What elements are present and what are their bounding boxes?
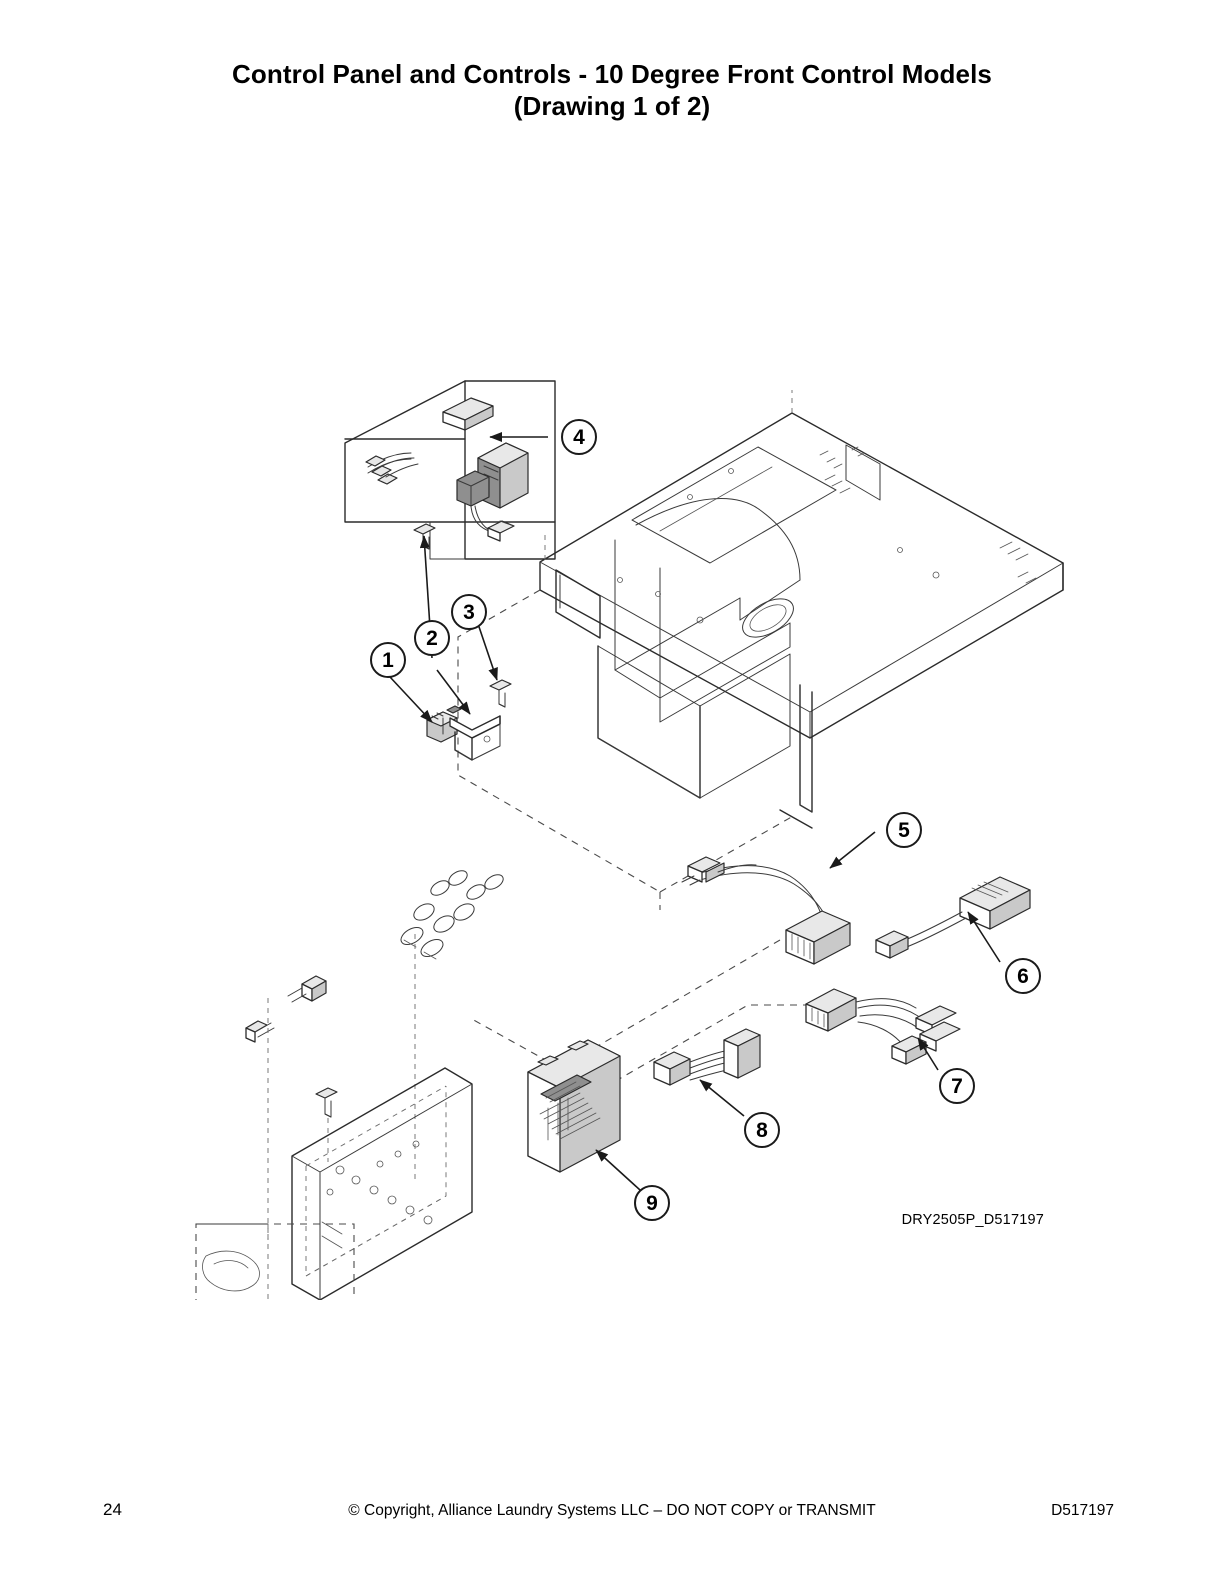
callout-3[interactable]: 3: [451, 594, 487, 630]
callout-4[interactable]: 4: [561, 419, 597, 455]
knob-stack: [398, 868, 506, 1180]
drawing-code: DRY2505P_D517197: [901, 1212, 1044, 1228]
harness-detail-box: [345, 381, 555, 559]
footer-doc-number: D517197: [1051, 1502, 1114, 1519]
panel-screw: [316, 1088, 337, 1162]
front-control-panel-exploded: [196, 868, 506, 1300]
leader-9: [596, 1150, 640, 1190]
leader-1: [390, 677, 432, 722]
callout-2[interactable]: 2: [414, 620, 450, 656]
projection-lines: [458, 590, 810, 1090]
page-title-line-1: Control Panel and Controls - 10 Degree Front Control Models: [232, 59, 992, 89]
panel-switch-parts: [246, 976, 326, 1240]
drawing-canvas: [0, 150, 1224, 1300]
callout-1[interactable]: 1: [370, 642, 406, 678]
page-title: [0, 58, 1224, 122]
exploded-assembly-drawing: [0, 150, 1224, 1300]
callout-6[interactable]: 6: [1005, 958, 1041, 994]
panel-backing-sheet: [196, 1224, 354, 1300]
control-panel-frame: [292, 1068, 472, 1300]
leader-8: [700, 1080, 744, 1116]
footer-page-number: 24: [103, 1500, 122, 1519]
leader-5: [830, 832, 875, 868]
multi-branch-harness: [806, 989, 960, 1064]
short-connector-harness: [654, 1029, 760, 1085]
callout-5[interactable]: 5: [886, 812, 922, 848]
callout-7[interactable]: 7: [939, 1068, 975, 1104]
page-footer: [0, 1500, 1224, 1522]
dryer-cabinet-assembly: [540, 390, 1063, 828]
page-title-line-2: (Drawing 1 of 2): [513, 91, 711, 121]
footer-copyright: © Copyright, Alliance Laundry Systems LLC – DO NOT COPY or TRANSMIT: [348, 1502, 876, 1519]
control-board-module: [528, 1040, 620, 1172]
callout-8[interactable]: 8: [744, 1112, 780, 1148]
callout-9[interactable]: 9: [634, 1185, 670, 1221]
adapter-harness: [876, 877, 1030, 958]
